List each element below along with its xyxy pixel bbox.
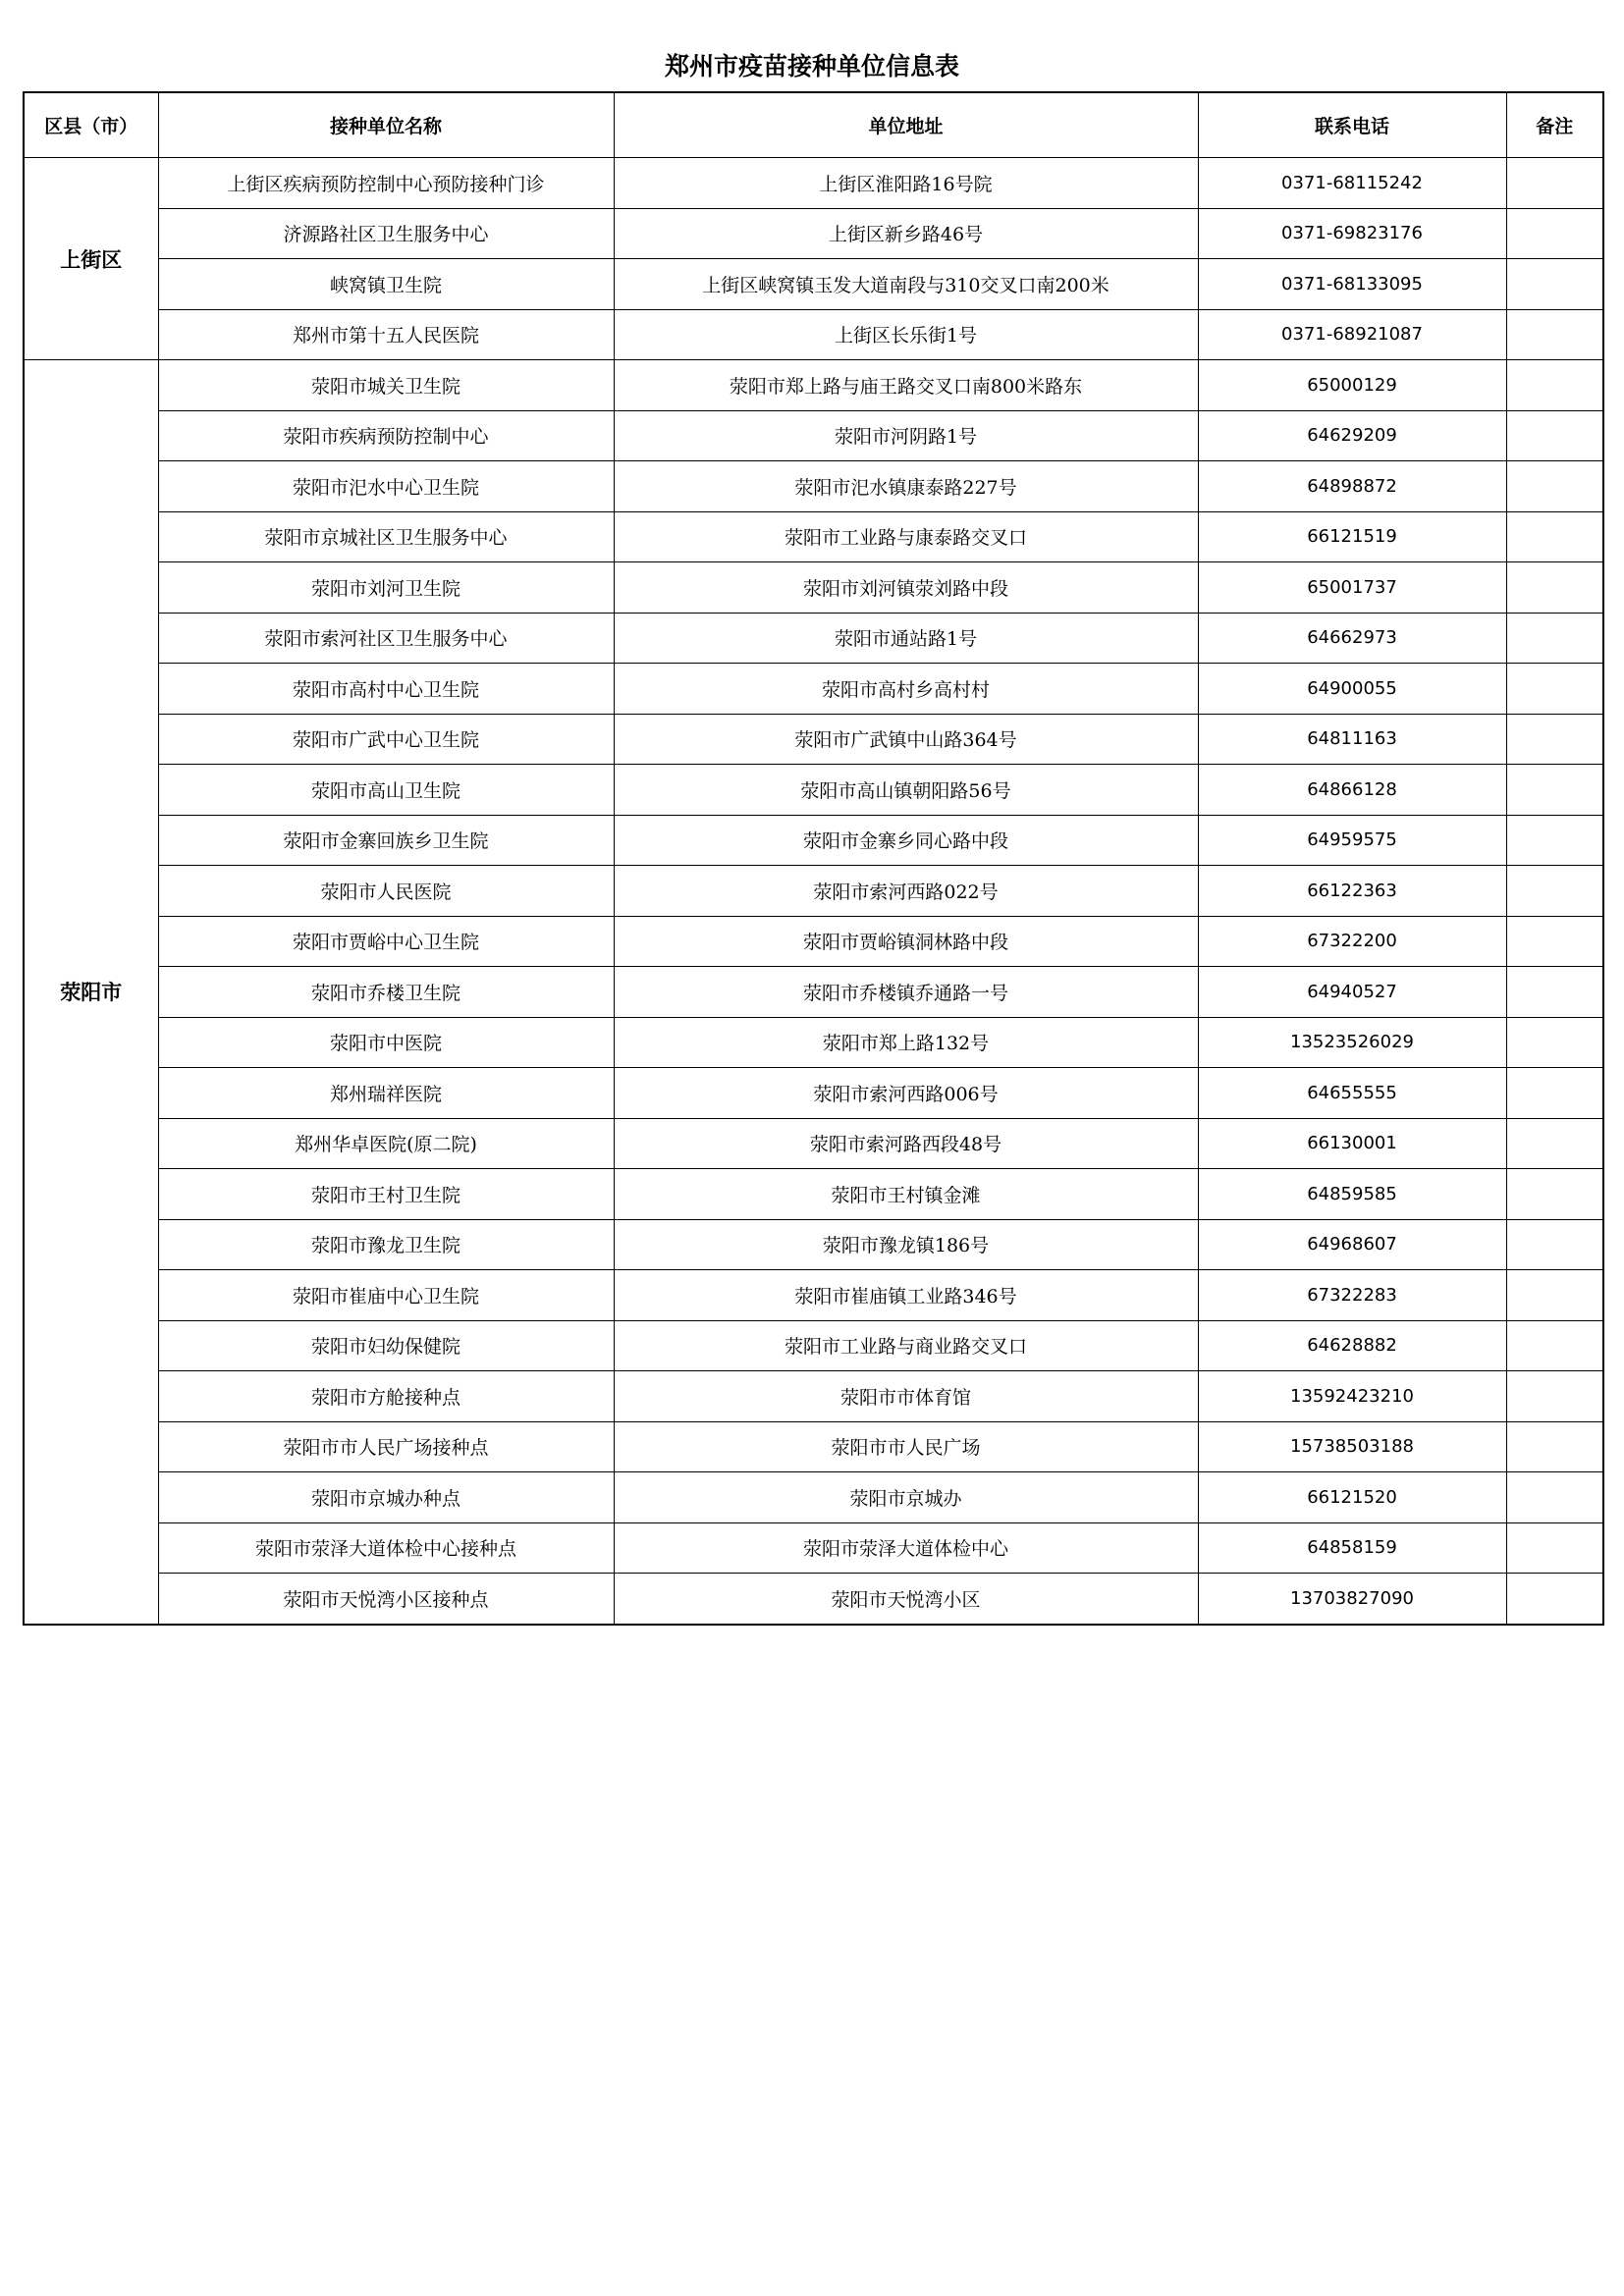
table-row (24, 1472, 1603, 1523)
table-row (24, 866, 1603, 917)
phone-cell: 64859585 (1198, 1169, 1506, 1220)
remark-cell (1506, 765, 1603, 816)
phone-cell: 64662973 (1198, 613, 1506, 664)
address-cell: 荥阳市郑上路与庙王路交叉口南800米路东 (614, 360, 1198, 411)
address-cell: 荥阳市索河路西段48号 (614, 1118, 1198, 1169)
unit-name-cell: 荥阳市妇幼保健院 (158, 1320, 614, 1371)
phone-cell: 65000129 (1198, 360, 1506, 411)
unit-name-cell: 荥阳市人民医院 (158, 866, 614, 917)
phone-cell: 0371-68115242 (1198, 158, 1506, 209)
address-cell: 上街区新乡路46号 (614, 208, 1198, 259)
address-cell: 上街区长乐街1号 (614, 309, 1198, 360)
unit-name-cell: 荥阳市市人民广场接种点 (158, 1421, 614, 1472)
remark-cell (1506, 1320, 1603, 1371)
table-row (24, 967, 1603, 1018)
unit-name-cell: 荥阳市高山卫生院 (158, 765, 614, 816)
address-cell: 荥阳市市人民广场 (614, 1421, 1198, 1472)
table-row (24, 410, 1603, 461)
unit-name-cell: 荥阳市索河社区卫生服务中心 (158, 613, 614, 664)
unit-name-cell: 荥阳市城关卫生院 (158, 360, 614, 411)
remark-cell (1506, 714, 1603, 765)
table-row (24, 158, 1603, 209)
unit-name-cell: 荥阳市方舱接种点 (158, 1371, 614, 1422)
table-body (24, 158, 1603, 1625)
column-header-address: 单位地址 (614, 92, 1198, 158)
unit-name-cell: 荥阳市金寨回族乡卫生院 (158, 815, 614, 866)
address-cell: 荥阳市通站路1号 (614, 613, 1198, 664)
table-row (24, 461, 1603, 512)
address-cell: 荥阳市高村乡高村村 (614, 664, 1198, 715)
phone-cell: 0371-68921087 (1198, 309, 1506, 360)
remark-cell (1506, 815, 1603, 866)
unit-name-cell: 上街区疾病预防控制中心预防接种门诊 (158, 158, 614, 209)
phone-cell: 67322200 (1198, 916, 1506, 967)
address-cell: 荥阳市京城办 (614, 1472, 1198, 1523)
column-header-phone: 联系电话 (1198, 92, 1506, 158)
address-cell: 荥阳市汜水镇康泰路227号 (614, 461, 1198, 512)
remark-cell (1506, 866, 1603, 917)
column-header-name: 接种单位名称 (158, 92, 614, 158)
phone-cell: 66122363 (1198, 866, 1506, 917)
district-cell: 上街区 (24, 158, 158, 360)
remark-cell (1506, 1017, 1603, 1068)
remark-cell (1506, 1169, 1603, 1220)
unit-name-cell: 峡窝镇卫生院 (158, 259, 614, 310)
unit-name-cell: 荥阳市崔庙中心卫生院 (158, 1270, 614, 1321)
remark-cell (1506, 1472, 1603, 1523)
table-row (24, 916, 1603, 967)
table-header (24, 92, 1603, 158)
table-row (24, 1522, 1603, 1574)
unit-name-cell: 荥阳市高村中心卫生院 (158, 664, 614, 715)
phone-cell: 64655555 (1198, 1068, 1506, 1119)
phone-cell: 66121519 (1198, 511, 1506, 562)
remark-cell (1506, 360, 1603, 411)
address-cell: 荥阳市郑上路132号 (614, 1017, 1198, 1068)
unit-name-cell: 荥阳市乔楼卫生院 (158, 967, 614, 1018)
district-cell: 荥阳市 (24, 360, 158, 1625)
column-header-remark: 备注 (1506, 92, 1603, 158)
table-row (24, 664, 1603, 715)
remark-cell (1506, 511, 1603, 562)
phone-cell: 0371-69823176 (1198, 208, 1506, 259)
address-cell: 荥阳市豫龙镇186号 (614, 1219, 1198, 1270)
remark-cell (1506, 158, 1603, 209)
remark-cell (1506, 1270, 1603, 1321)
phone-cell: 64858159 (1198, 1522, 1506, 1574)
table-row (24, 1574, 1603, 1625)
unit-name-cell: 荥阳市豫龙卫生院 (158, 1219, 614, 1270)
unit-name-cell: 荥阳市疾病预防控制中心 (158, 410, 614, 461)
unit-name-cell: 荥阳市刘河卫生院 (158, 562, 614, 614)
address-cell: 荥阳市工业路与康泰路交叉口 (614, 511, 1198, 562)
remark-cell (1506, 1421, 1603, 1472)
table-row (24, 1371, 1603, 1422)
remark-cell (1506, 1118, 1603, 1169)
remark-cell (1506, 461, 1603, 512)
phone-cell: 64968607 (1198, 1219, 1506, 1270)
unit-name-cell: 济源路社区卫生服务中心 (158, 208, 614, 259)
remark-cell (1506, 562, 1603, 614)
table-row (24, 309, 1603, 360)
remark-cell (1506, 613, 1603, 664)
unit-name-cell: 荥阳市中医院 (158, 1017, 614, 1068)
address-cell: 荥阳市刘河镇荥刘路中段 (614, 562, 1198, 614)
remark-cell (1506, 410, 1603, 461)
phone-cell: 0371-68133095 (1198, 259, 1506, 310)
phone-cell: 64628882 (1198, 1320, 1506, 1371)
address-cell: 荥阳市高山镇朝阳路56号 (614, 765, 1198, 816)
table-row (24, 208, 1603, 259)
address-cell: 上街区峡窝镇玉发大道南段与310交叉口南200米 (614, 259, 1198, 310)
page-title: 郑州市疫苗接种单位信息表 (664, 52, 959, 80)
remark-cell (1506, 967, 1603, 1018)
phone-cell: 66130001 (1198, 1118, 1506, 1169)
address-cell: 荥阳市崔庙镇工业路346号 (614, 1270, 1198, 1321)
table-row (24, 1270, 1603, 1321)
address-cell: 荥阳市贾峪镇洞林路中段 (614, 916, 1198, 967)
remark-cell (1506, 259, 1603, 310)
remark-cell (1506, 916, 1603, 967)
address-cell: 荥阳市荥泽大道体检中心 (614, 1522, 1198, 1574)
table-row (24, 1169, 1603, 1220)
unit-name-cell: 荥阳市王村卫生院 (158, 1169, 614, 1220)
remark-cell (1506, 1068, 1603, 1119)
address-cell: 荥阳市索河西路022号 (614, 866, 1198, 917)
unit-name-cell: 荥阳市京城社区卫生服务中心 (158, 511, 614, 562)
address-cell: 荥阳市河阴路1号 (614, 410, 1198, 461)
table-row (24, 1219, 1603, 1270)
table-row (24, 613, 1603, 664)
phone-cell: 65001737 (1198, 562, 1506, 614)
header-row (24, 92, 1603, 158)
unit-name-cell: 荥阳市汜水中心卫生院 (158, 461, 614, 512)
unit-name-cell: 荥阳市贾峪中心卫生院 (158, 916, 614, 967)
phone-cell: 64900055 (1198, 664, 1506, 715)
table-row (24, 562, 1603, 614)
phone-cell: 67322283 (1198, 1270, 1506, 1321)
phone-cell: 64898872 (1198, 461, 1506, 512)
address-cell: 荥阳市工业路与商业路交叉口 (614, 1320, 1198, 1371)
address-cell: 荥阳市市体育馆 (614, 1371, 1198, 1422)
phone-cell: 64866128 (1198, 765, 1506, 816)
unit-name-cell: 荥阳市京城办种点 (158, 1472, 614, 1523)
table-row (24, 1068, 1603, 1119)
table-row (24, 511, 1603, 562)
remark-cell (1506, 1522, 1603, 1574)
table-row (24, 815, 1603, 866)
phone-cell: 15738503188 (1198, 1421, 1506, 1472)
address-cell: 荥阳市广武镇中山路364号 (614, 714, 1198, 765)
phone-cell: 64629209 (1198, 410, 1506, 461)
phone-cell: 13523526029 (1198, 1017, 1506, 1068)
address-cell: 荥阳市金寨乡同心路中段 (614, 815, 1198, 866)
address-cell: 荥阳市乔楼镇乔通路一号 (614, 967, 1198, 1018)
remark-cell (1506, 1574, 1603, 1625)
table-row (24, 1118, 1603, 1169)
unit-name-cell: 郑州瑞祥医院 (158, 1068, 614, 1119)
table-row (24, 1320, 1603, 1371)
address-cell: 荥阳市天悦湾小区 (614, 1574, 1198, 1625)
table-row (24, 259, 1603, 310)
phone-cell: 13703827090 (1198, 1574, 1506, 1625)
table-row (24, 1421, 1603, 1472)
table-row (24, 1017, 1603, 1068)
phone-cell: 64940527 (1198, 967, 1506, 1018)
phone-cell: 64811163 (1198, 714, 1506, 765)
remark-cell (1506, 309, 1603, 360)
remark-cell (1506, 208, 1603, 259)
phone-cell: 13592423210 (1198, 1371, 1506, 1422)
unit-name-cell: 荥阳市荥泽大道体检中心接种点 (158, 1522, 614, 1574)
unit-name-cell: 郑州市第十五人民医院 (158, 309, 614, 360)
address-cell: 上街区淮阳路16号院 (614, 158, 1198, 209)
address-cell: 荥阳市王村镇金滩 (614, 1169, 1198, 1220)
unit-name-cell: 荥阳市广武中心卫生院 (158, 714, 614, 765)
phone-cell: 64959575 (1198, 815, 1506, 866)
remark-cell (1506, 1219, 1603, 1270)
remark-cell (1506, 664, 1603, 715)
unit-name-cell: 荥阳市天悦湾小区接种点 (158, 1574, 614, 1625)
phone-cell: 66121520 (1198, 1472, 1506, 1523)
remark-cell (1506, 1371, 1603, 1422)
column-header-district: 区县（市） (24, 92, 158, 158)
table-row (24, 765, 1603, 816)
address-cell: 荥阳市索河西路006号 (614, 1068, 1198, 1119)
table-row (24, 360, 1603, 411)
unit-name-cell: 郑州华卓医院(原二院) (158, 1118, 614, 1169)
table-row (24, 714, 1603, 765)
vaccination-sites-table (23, 91, 1604, 1626)
